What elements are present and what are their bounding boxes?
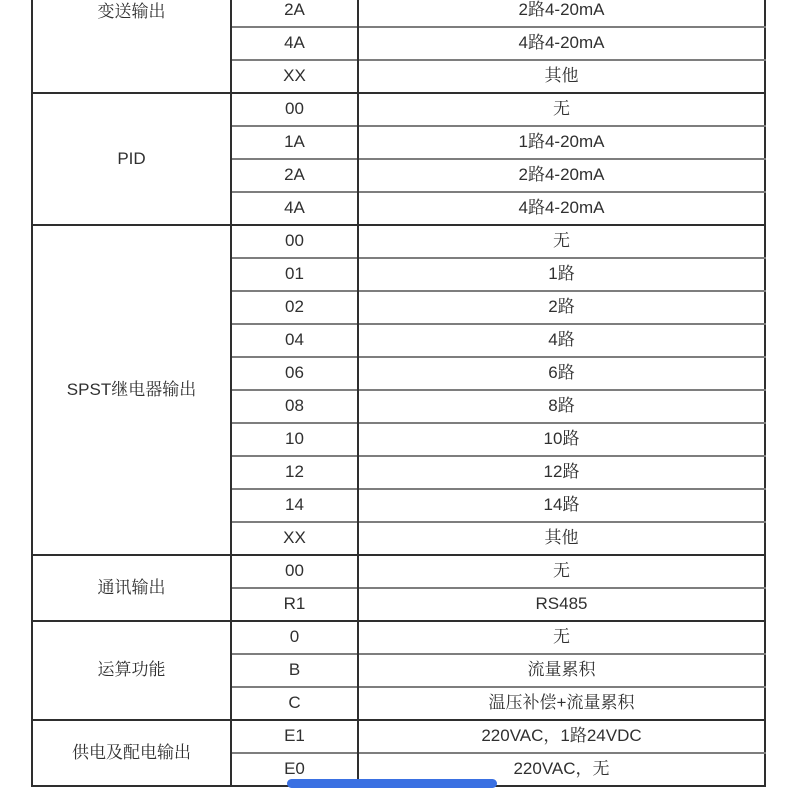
code-cell: 06 bbox=[231, 357, 358, 390]
description-cell: 其他 bbox=[358, 522, 765, 555]
code-cell: 02 bbox=[231, 291, 358, 324]
table-row bbox=[32, 621, 765, 654]
code-cell: 2A bbox=[231, 0, 358, 27]
description-cell: 1路 bbox=[358, 258, 765, 291]
code-cell: XX bbox=[231, 60, 358, 93]
table-row bbox=[32, 93, 765, 126]
category-cell-spst-relay-output: SPST继电器输出 bbox=[32, 225, 231, 555]
code-cell: 10 bbox=[231, 423, 358, 456]
category-cell-math-function: 运算功能 bbox=[32, 621, 231, 720]
code-cell: 4A bbox=[231, 27, 358, 60]
description-cell: 10路 bbox=[358, 423, 765, 456]
code-cell: 4A bbox=[231, 192, 358, 225]
code-cell: 12 bbox=[231, 456, 358, 489]
table-row bbox=[32, 720, 765, 753]
code-cell: 14 bbox=[231, 489, 358, 522]
table-row bbox=[32, 555, 765, 588]
description-cell: 14路 bbox=[358, 489, 765, 522]
code-cell: R1 bbox=[231, 588, 358, 621]
description-cell: 无 bbox=[358, 225, 765, 258]
description-cell: 2路4-20mA bbox=[358, 0, 765, 27]
description-cell: 温压补偿+流量累积 bbox=[358, 687, 765, 720]
code-cell: XX bbox=[231, 522, 358, 555]
description-cell: 流量累积 bbox=[358, 654, 765, 687]
category-cell-communication-output: 通讯输出 bbox=[32, 555, 231, 621]
description-cell: 无 bbox=[358, 93, 765, 126]
description-cell: 6路 bbox=[358, 357, 765, 390]
carousel-scrollbar[interactable] bbox=[287, 779, 497, 788]
code-cell: E1 bbox=[231, 720, 358, 753]
category-cell-transmit-output: 变送输出 bbox=[97, 2, 166, 21]
description-cell: 8路 bbox=[358, 390, 765, 423]
table-row bbox=[32, 225, 765, 258]
description-cell: 12路 bbox=[358, 456, 765, 489]
description-cell: 2路4-20mA bbox=[358, 159, 765, 192]
description-cell: 2路 bbox=[358, 291, 765, 324]
description-cell: 无 bbox=[358, 555, 765, 588]
description-cell: 220VAC，1路24VDC bbox=[358, 720, 765, 753]
code-cell: 1A bbox=[231, 126, 358, 159]
description-cell: 4路4-20mA bbox=[358, 192, 765, 225]
code-cell: 00 bbox=[231, 225, 358, 258]
code-cell: 00 bbox=[231, 555, 358, 588]
code-cell: 04 bbox=[231, 324, 358, 357]
description-cell: RS485 bbox=[358, 588, 765, 621]
description-cell: 220VAC，无 bbox=[358, 753, 765, 786]
category-cell-pid: PID bbox=[32, 93, 231, 225]
category-cell-power-supply-output: 供电及配电输出 bbox=[32, 720, 231, 786]
code-cell: C bbox=[231, 687, 358, 720]
description-cell: 其他 bbox=[358, 60, 765, 93]
code-cell: 2A bbox=[231, 159, 358, 192]
code-cell: 00 bbox=[231, 93, 358, 126]
code-cell: E0 bbox=[231, 753, 358, 786]
description-cell: 无 bbox=[358, 621, 765, 654]
code-cell: 08 bbox=[231, 390, 358, 423]
description-cell: 4路4-20mA bbox=[358, 27, 765, 60]
spec-table bbox=[31, 0, 766, 787]
description-cell: 1路4-20mA bbox=[358, 126, 765, 159]
code-cell: 01 bbox=[231, 258, 358, 291]
table-row bbox=[32, 0, 765, 27]
code-cell: 0 bbox=[231, 621, 358, 654]
code-cell: B bbox=[231, 654, 358, 687]
description-cell: 4路 bbox=[358, 324, 765, 357]
